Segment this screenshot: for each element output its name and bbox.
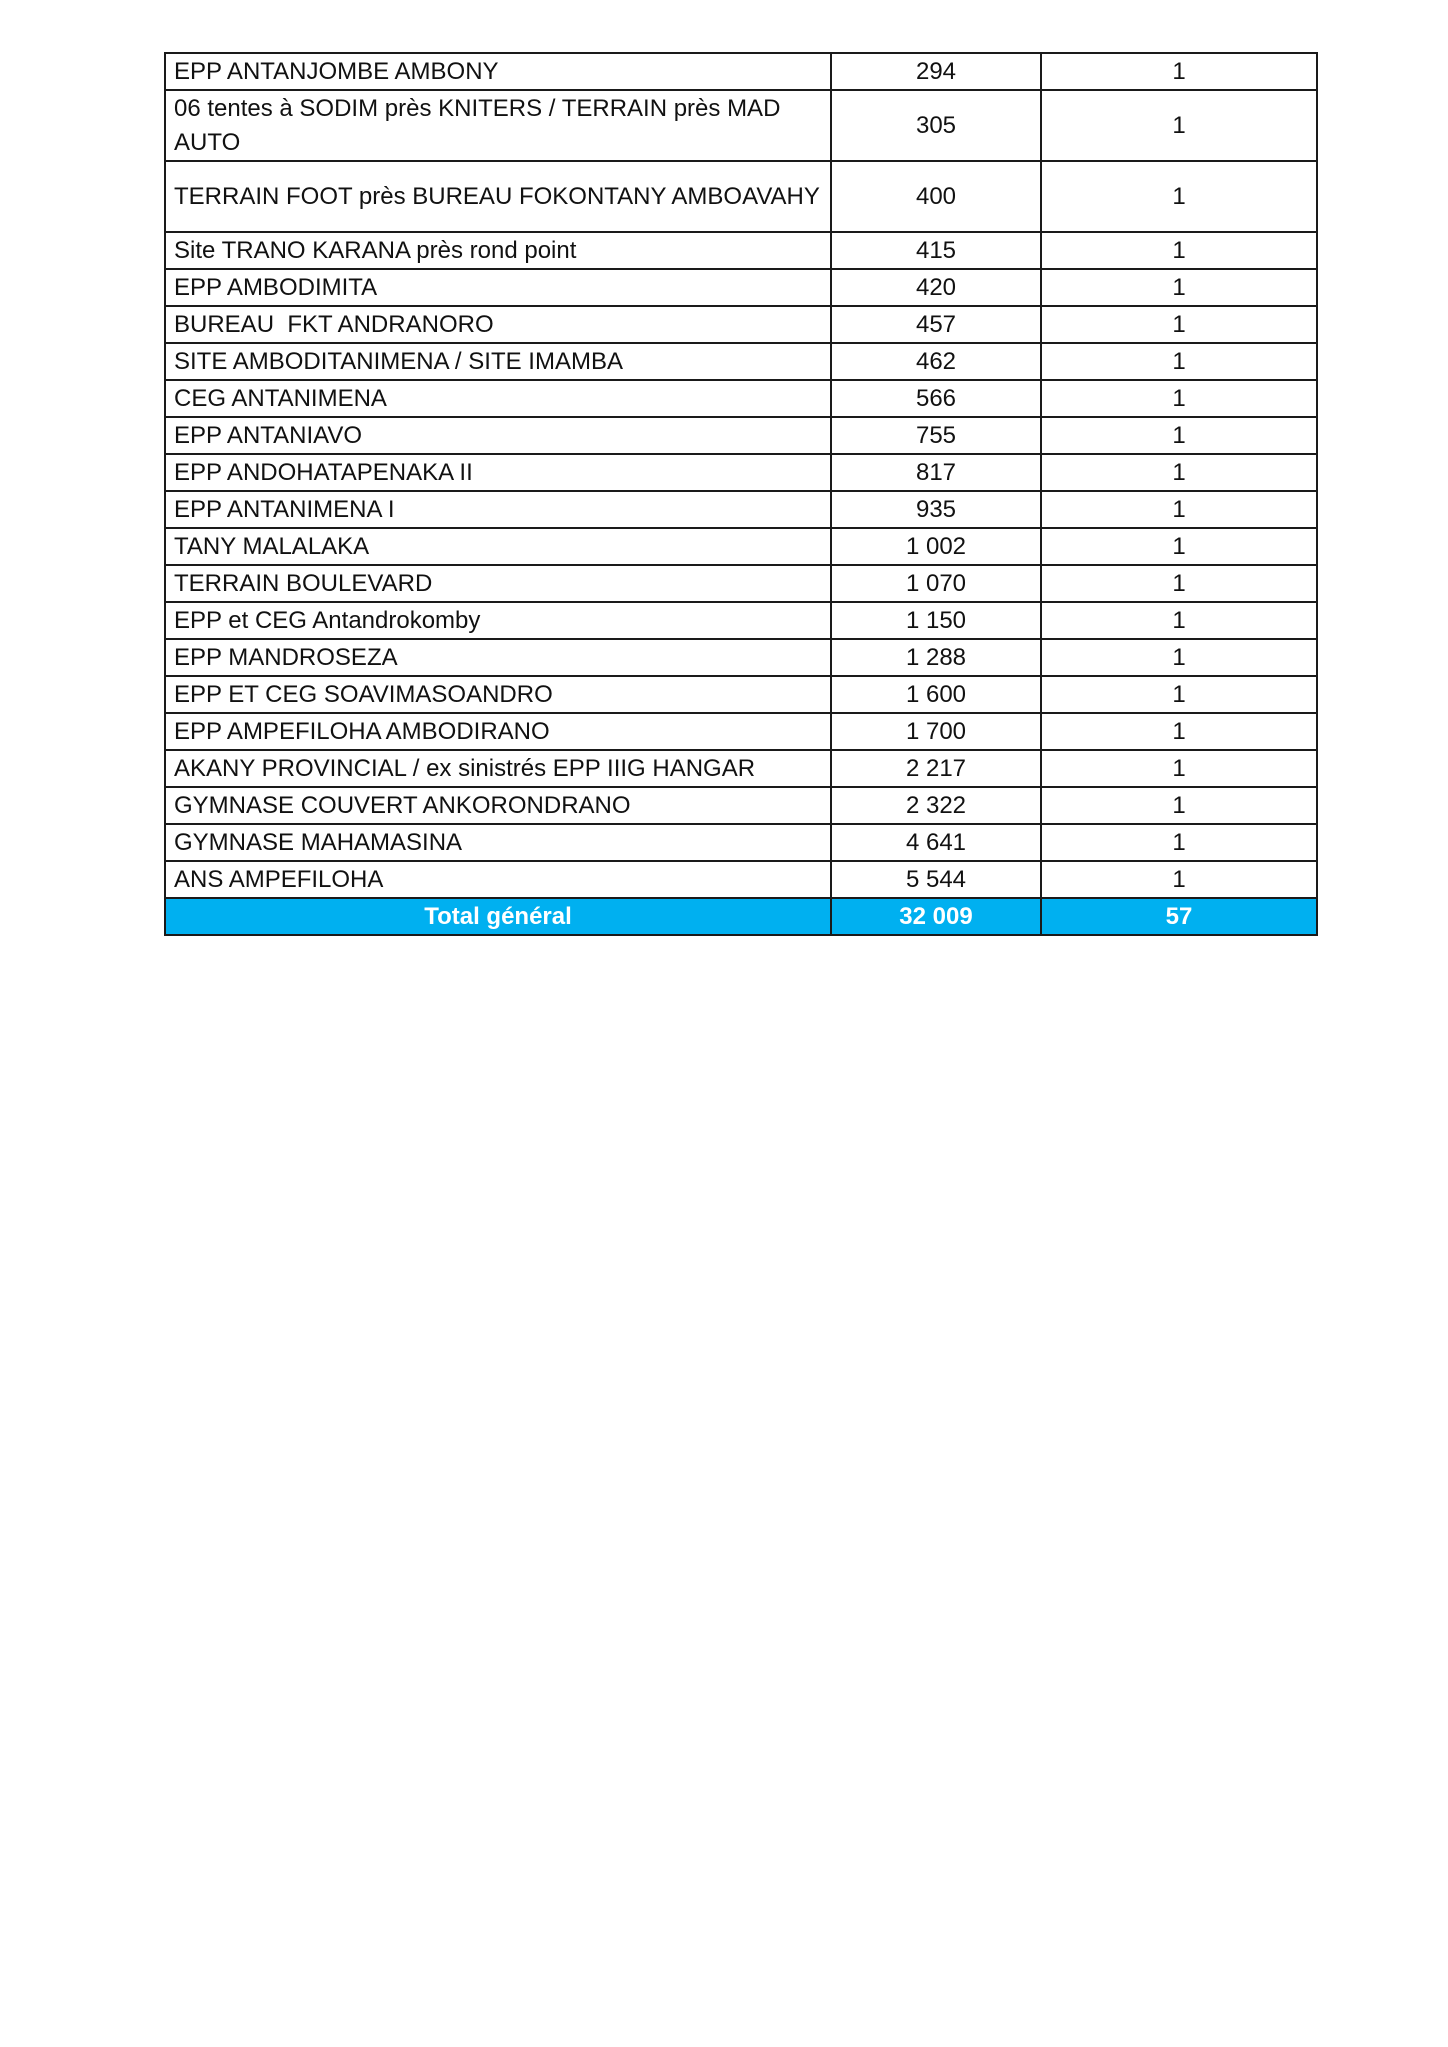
site-count-cell: 755 [831,417,1041,454]
site-number-cell: 1 [1041,824,1317,861]
site-count-cell: 817 [831,454,1041,491]
site-number-cell: 1 [1041,306,1317,343]
site-number-cell: 1 [1041,676,1317,713]
site-name-cell: CEG ANTANIMENA [165,380,831,417]
table-row [165,787,1317,824]
site-number-cell: 1 [1041,528,1317,565]
table-row [165,861,1317,898]
site-number-cell: 1 [1041,713,1317,750]
site-number-cell: 1 [1041,602,1317,639]
site-name-cell: EPP ANTANIAVO [165,417,831,454]
table-row [165,343,1317,380]
table-row [165,269,1317,306]
table-row [165,306,1317,343]
site-count-cell: 1 700 [831,713,1041,750]
table-row [165,380,1317,417]
site-count-cell: 5 544 [831,861,1041,898]
site-name-cell: Site TRANO KARANA près rond point [165,232,831,269]
site-count-cell: 1 288 [831,639,1041,676]
table-row [165,90,1317,161]
sites-table [164,52,1318,936]
total-count-cell: 32 009 [831,898,1041,935]
site-count-cell: 457 [831,306,1041,343]
site-name-cell: 06 tentes à SODIM près KNITERS / TERRAIN près MAD AUTO [165,90,831,161]
site-number-cell: 1 [1041,491,1317,528]
site-count-cell: 2 322 [831,787,1041,824]
table-row [165,713,1317,750]
site-number-cell: 1 [1041,787,1317,824]
site-count-cell: 1 600 [831,676,1041,713]
site-count-cell: 566 [831,380,1041,417]
site-number-cell: 1 [1041,343,1317,380]
site-number-cell: 1 [1041,417,1317,454]
site-name-cell: GYMNASE COUVERT ANKORONDRANO [165,787,831,824]
site-count-cell: 1 150 [831,602,1041,639]
table-row [165,824,1317,861]
site-number-cell: 1 [1041,90,1317,161]
site-number-cell: 1 [1041,269,1317,306]
site-name-cell: EPP ANDOHATAPENAKA II [165,454,831,491]
site-number-cell: 1 [1041,380,1317,417]
site-number-cell: 1 [1041,750,1317,787]
site-count-cell: 420 [831,269,1041,306]
site-count-cell: 400 [831,161,1041,232]
table-row [165,491,1317,528]
site-name-cell: EPP ANTANIMENA I [165,491,831,528]
site-name-cell: AKANY PROVINCIAL / ex sinistrés EPP IIIG HANGAR [165,750,831,787]
site-name-cell: TERRAIN BOULEVARD [165,565,831,602]
site-count-cell: 935 [831,491,1041,528]
site-number-cell: 1 [1041,565,1317,602]
table-row [165,232,1317,269]
site-number-cell: 1 [1041,161,1317,232]
table-row [165,417,1317,454]
site-name-cell: EPP AMPEFILOHA AMBODIRANO [165,713,831,750]
site-number-cell: 1 [1041,454,1317,491]
site-count-cell: 1 070 [831,565,1041,602]
total-number-cell: 57 [1041,898,1317,935]
site-count-cell: 462 [831,343,1041,380]
table-row [165,528,1317,565]
sites-table-body [165,53,1317,935]
table-row [165,565,1317,602]
site-number-cell: 1 [1041,53,1317,90]
site-number-cell: 1 [1041,232,1317,269]
site-number-cell: 1 [1041,639,1317,676]
site-name-cell: GYMNASE MAHAMASINA [165,824,831,861]
site-name-cell: TANY MALALAKA [165,528,831,565]
site-count-cell: 1 002 [831,528,1041,565]
site-count-cell: 2 217 [831,750,1041,787]
total-row [165,898,1317,935]
table-row [165,639,1317,676]
site-name-cell: SITE AMBODITANIMENA / SITE IMAMBA [165,343,831,380]
site-name-cell: EPP MANDROSEZA [165,639,831,676]
total-label-cell: Total général [165,898,831,935]
site-name-cell: EPP ET CEG SOAVIMASOANDRO [165,676,831,713]
site-count-cell: 4 641 [831,824,1041,861]
site-name-cell: EPP ANTANJOMBE AMBONY [165,53,831,90]
table-row [165,161,1317,232]
table-row [165,602,1317,639]
site-number-cell: 1 [1041,861,1317,898]
site-name-cell: ANS AMPEFILOHA [165,861,831,898]
site-name-cell: BUREAU FKT ANDRANORO [165,306,831,343]
site-count-cell: 305 [831,90,1041,161]
site-count-cell: 415 [831,232,1041,269]
site-name-cell: EPP AMBODIMITA [165,269,831,306]
site-name-cell: TERRAIN FOOT près BUREAU FOKONTANY AMBOAVAHY [165,161,831,232]
table-row [165,454,1317,491]
table-row [165,750,1317,787]
table-row [165,53,1317,90]
table-row [165,676,1317,713]
site-count-cell: 294 [831,53,1041,90]
site-name-cell: EPP et CEG Antandrokomby [165,602,831,639]
